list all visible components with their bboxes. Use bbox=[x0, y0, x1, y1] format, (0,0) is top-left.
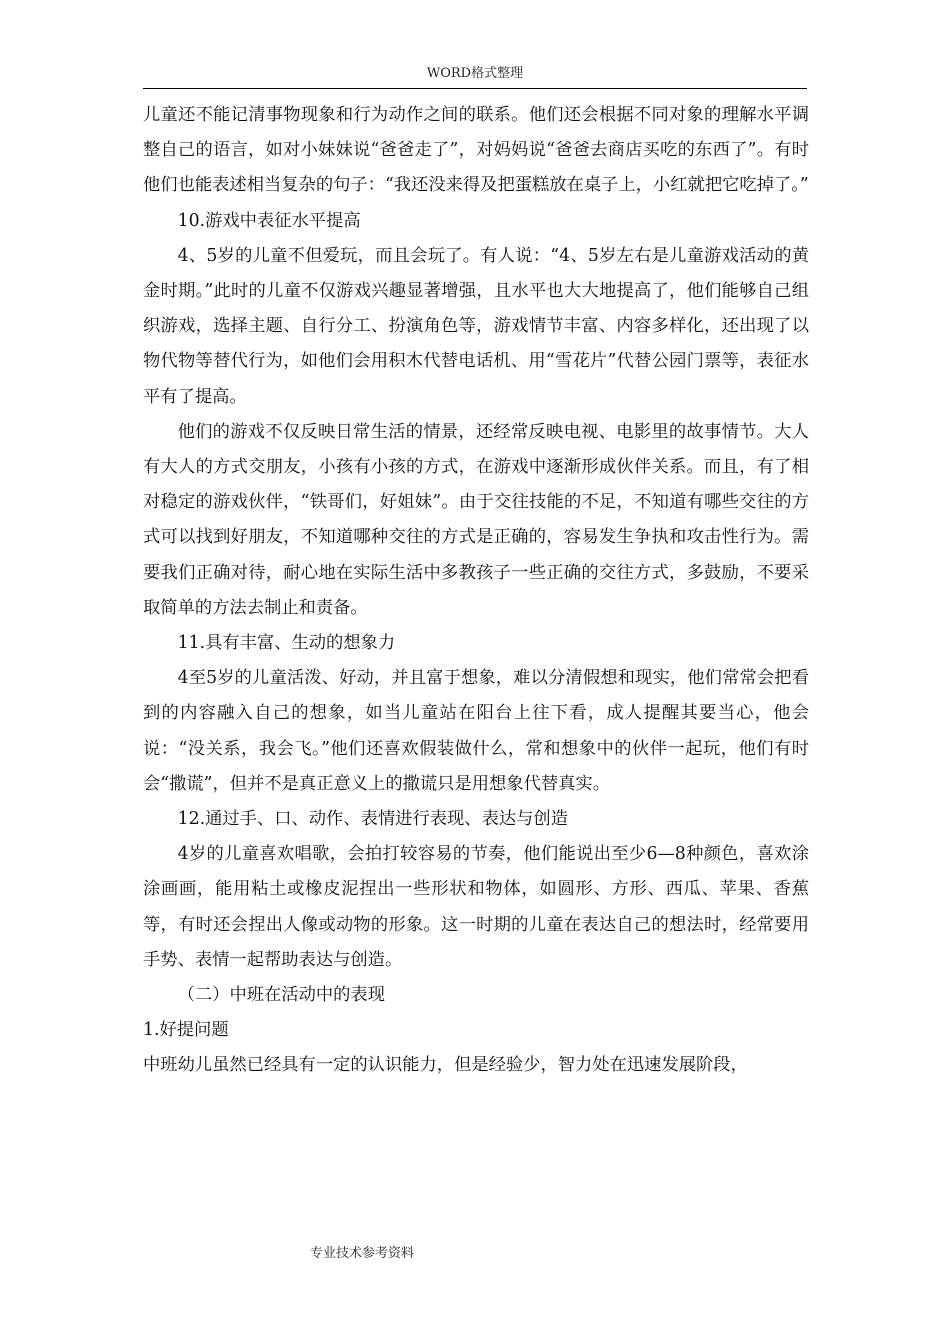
document-body bbox=[143, 98, 809, 1084]
paragraph-play-level: 4、5岁的儿童不但爱玩，而且会玩了。有人说：“4、5岁左右是儿童游戏活动的黄金时期。”此时的儿童不仅游戏兴趣显著增强，且水平也大大地提高了，他们能够自己组织游戏，选择主题、自行分工、扮演角色等，游戏情节丰富、内容多样化，还出现了以物代物等替代行为，如他们会用积木代替电话机、用“雪花片”代替公园门票等，表征水平有了提高。 bbox=[143, 245, 809, 407]
paragraph-expression: 4岁的儿童喜欢唱歌，会拍打较容易的节奏，他们能说出至少6—8种颜色，喜欢涂涂画画，能用粘土或橡皮泥捏出一些形状和物体，如圆形、方形、西瓜、苹果、香蕉等，有时还会捏出人像或动物的形象。这一时期的儿童在表达自己的想法时，经常要用手势、表情一起帮助表达与创造。 bbox=[143, 844, 809, 970]
paragraph-continuation: 儿童还不能记清事物现象和行为动作之间的联系。他们还会根据不同对象的理解水平调整自己的语言，如对小妹妹说“爸爸走了”，对妈妈说“爸爸去商店买吃的东西了”。有时他们也能表述相当复杂的句子：“我还没来得及把蛋糕放在桌子上，小红就把它吃掉了。” bbox=[143, 105, 809, 196]
section-heading-10: 10.游戏中表征水平提高 bbox=[177, 210, 361, 231]
section-heading-11: 11.具有丰富、生动的想象力 bbox=[177, 633, 396, 654]
sub-heading-1: 1.好提问题 bbox=[143, 1020, 229, 1041]
page-header: WORD格式整理 bbox=[426, 66, 524, 81]
paragraph-questions: 中班幼儿虽然已经具有一定的认识能力，但是经验少，智力处在迅速发展阶段， bbox=[143, 1055, 748, 1076]
paragraph-imagination: 4至5岁的儿童活泼、好动，并且富于想象，难以分清假想和现实，他们常常会把看到的内容融入自己的想象，如当儿童站在阳台上往下看，成人提醒其要当心，他会说：“没关系，我会飞。”他们还喜欢假装做什么，常和想象中的伙伴一起玩，他们有时会“撒谎”，但并不是真正意义上的撒谎只是用想象代替真实。 bbox=[143, 668, 809, 794]
section-heading-12: 12.通过手、口、动作、表情进行表现、表达与创造 bbox=[177, 809, 568, 830]
header-divider bbox=[143, 88, 807, 89]
section-heading-part-2: （二）中班在活动中的表现 bbox=[177, 985, 385, 1006]
page-footer: 专业技术参考资料 bbox=[310, 1246, 415, 1261]
paragraph-play-partners: 他们的游戏不仅反映日常生活的情景，还经常反映电视、电影里的故事情节。大人有大人的方式交朋友，小孩有小孩的方式，在游戏中逐渐形成伙伴关系。而且，有了相对稳定的游戏伙伴，“铁哥们，好姐妹”。由于交往技能的不足，不知道有哪些交往的方式可以找到好朋友，不知道哪种交往的方式是正确的，容易发生争执和攻击性行为。需要我们正确对待，耐心地在实际生活中多教孩子一些正确的交往方式，多鼓励，不要采取简单的方法去制止和责备。 bbox=[143, 421, 809, 618]
